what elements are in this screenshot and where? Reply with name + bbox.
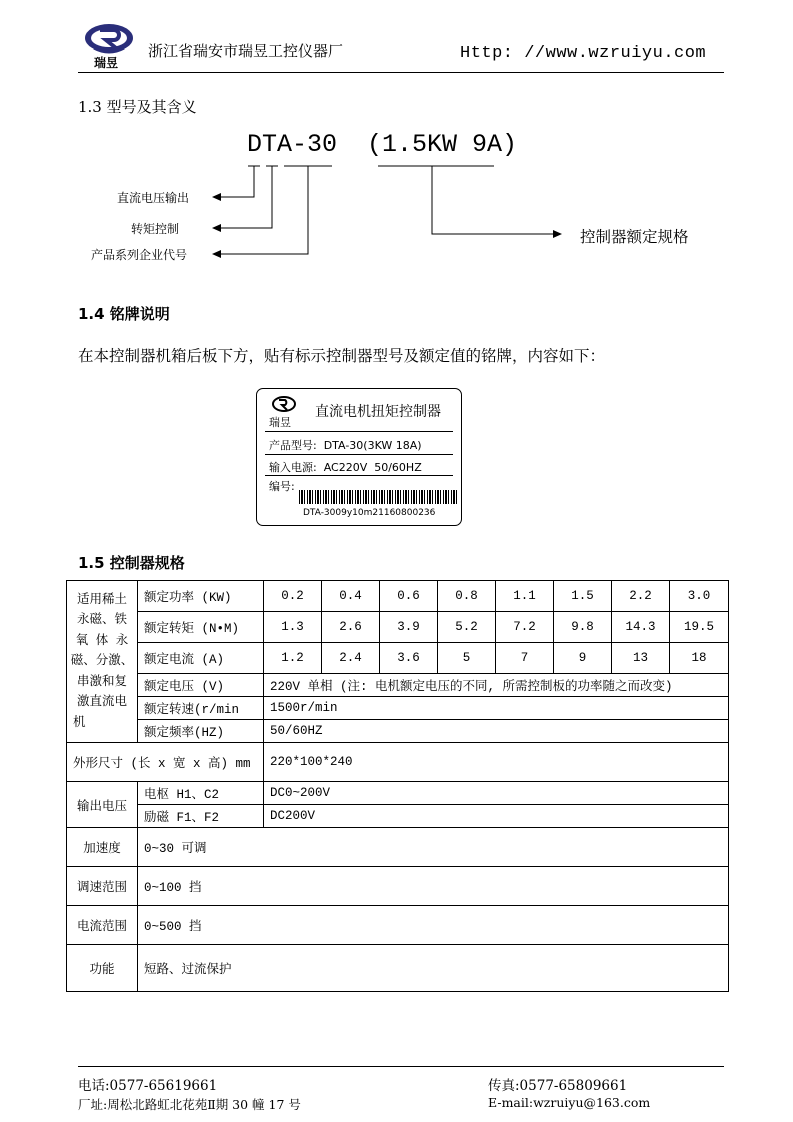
plate-divider-1 — [265, 431, 453, 432]
current-value: 3.6 — [380, 643, 438, 674]
table-row — [67, 720, 729, 743]
section-1-3-title: 1.3 型号及其含义 — [78, 98, 197, 116]
armature-label: 电枢 H1、C2 — [138, 782, 264, 805]
power-value: 1.5 — [554, 581, 612, 612]
label-dc-output: 直流电压输出 — [117, 191, 190, 205]
table-row — [67, 643, 729, 674]
current-value: 13 — [612, 643, 670, 674]
table-row — [67, 743, 729, 782]
company-name: 浙江省瑞安市瑞昱工控仪器厂 — [148, 42, 344, 60]
field-value: DC200V — [264, 805, 729, 828]
plate-divider-3 — [265, 475, 453, 476]
motor-type-line: 机 — [73, 715, 86, 730]
freq-label: 额定频率(HZ) — [138, 720, 264, 743]
speed-range-label: 调速范围 — [67, 867, 138, 906]
footer-phone: 电话:0577-65619661 — [78, 1078, 218, 1094]
function-label: 功能 — [67, 945, 138, 992]
current-range-value: 0~500 挡 — [138, 906, 729, 945]
power-label: 额定功率 (KW) — [138, 581, 264, 612]
torque-value: 14.3 — [612, 612, 670, 643]
power-value: 0.2 — [264, 581, 322, 612]
label-torque-control: 转矩控制 — [131, 222, 180, 236]
table-row — [67, 697, 729, 720]
motor-type-line: 激直流电 — [76, 695, 127, 710]
power-value: 3.0 — [670, 581, 729, 612]
torque-label: 额定转矩 (N•M) — [138, 612, 264, 643]
table-row — [67, 945, 729, 992]
power-value: 0.4 — [322, 581, 380, 612]
field-label: 励磁 F1、F2 — [138, 805, 264, 828]
speed-range-value: 0~100 挡 — [138, 867, 729, 906]
motor-type-line: 磁、分激、 — [70, 654, 134, 669]
current-label: 额定电流 (A) — [138, 643, 264, 674]
plate-logo-text: 瑞昱 — [269, 416, 291, 429]
motor-type-line: 适用稀土 — [76, 592, 127, 607]
plate-title: 直流电机扭矩控制器 — [315, 404, 441, 420]
torque-value: 3.9 — [380, 612, 438, 643]
section-1-5-title: 1.5 控制器规格 — [78, 554, 185, 572]
power-value: 0.6 — [380, 581, 438, 612]
function-value: 短路、过流保护 — [138, 945, 729, 992]
torque-value: 9.8 — [554, 612, 612, 643]
motor-type-line: 氧 体 永 — [75, 633, 129, 648]
torque-value: 7.2 — [496, 612, 554, 643]
nameplate — [256, 388, 462, 526]
label-series-code: 产品系列企业代号 — [91, 248, 188, 262]
current-value: 9 — [554, 643, 612, 674]
dims-label: 外形尺寸 (长 x 宽 x 高) mm — [67, 743, 264, 782]
torque-value: 19.5 — [670, 612, 729, 643]
model-code: DTA-30 — [247, 130, 338, 159]
accel-label: 加速度 — [67, 828, 138, 867]
current-value: 2.4 — [322, 643, 380, 674]
current-value: 18 — [670, 643, 729, 674]
plate-serial-label: 编号: — [269, 480, 295, 493]
footer-divider — [78, 1066, 724, 1067]
table-row — [67, 612, 729, 643]
plate-serial: DTA-3009y10m21160800236 — [303, 508, 436, 518]
table-row — [67, 782, 729, 805]
logo-text: 瑞昱 — [94, 56, 119, 70]
freq-value: 50/60HZ — [264, 720, 729, 743]
footer-address: 厂址:周松北路虹北花苑Ⅱ期 30 幢 17 号 — [78, 1097, 301, 1112]
motor-type-line: 串激和复 — [76, 674, 127, 689]
power-value: 2.2 — [612, 581, 670, 612]
output-label: 输出电压 — [67, 782, 138, 828]
dims-value: 220*100*240 — [264, 743, 729, 782]
plate-input: 输入电源: AC220V 50/60HZ — [269, 461, 422, 474]
speed-label: 额定转速(r/min — [138, 697, 264, 720]
speed-value: 1500r/min — [264, 697, 729, 720]
plate-barcode — [299, 490, 459, 504]
table-row — [67, 581, 729, 612]
nameplate-description: 在本控制器机箱后板下方，贴有标示控制器型号及额定值的铭牌，内容如下： — [78, 347, 606, 365]
model-spec: (1.5KW 9A) — [367, 130, 518, 159]
footer-email: E-mail:wzruiyu@163.com — [488, 1095, 651, 1110]
company-url: Http: //www.wzruiyu.com — [460, 44, 707, 63]
plate-divider-2 — [265, 454, 453, 455]
current-value: 1.2 — [264, 643, 322, 674]
current-value: 5 — [438, 643, 496, 674]
table-row — [67, 906, 729, 945]
table-row — [67, 867, 729, 906]
power-value: 1.1 — [496, 581, 554, 612]
table-row — [67, 805, 729, 828]
footer-fax: 传真:0577-65809661 — [488, 1078, 628, 1094]
plate-model: 产品型号: DTA-30(3KW 18A) — [269, 439, 422, 452]
table-row — [67, 828, 729, 867]
current-range-label: 电流范围 — [67, 906, 138, 945]
label-rated-spec: 控制器额定规格 — [580, 228, 689, 246]
voltage-label: 额定电压 (V) — [138, 674, 264, 697]
motor-type-cell — [67, 581, 138, 743]
torque-value: 1.3 — [264, 612, 322, 643]
current-value: 7 — [496, 643, 554, 674]
torque-value: 2.6 — [322, 612, 380, 643]
header-divider — [78, 72, 724, 73]
armature-value: DC0~200V — [264, 782, 729, 805]
motor-type-line: 永磁、铁 — [76, 613, 127, 628]
accel-value: 0~30 可调 — [138, 828, 729, 867]
torque-value: 5.2 — [438, 612, 496, 643]
table-row — [67, 674, 729, 697]
company-logo — [80, 18, 138, 70]
power-value: 0.8 — [438, 581, 496, 612]
voltage-value: 220V 单相 (注: 电机额定电压的不同, 所需控制板的功率随之而改变) — [264, 674, 729, 697]
spec-table — [66, 580, 729, 992]
section-1-4-title: 1.4 铭牌说明 — [78, 305, 170, 323]
plate-logo-icon — [271, 395, 297, 415]
